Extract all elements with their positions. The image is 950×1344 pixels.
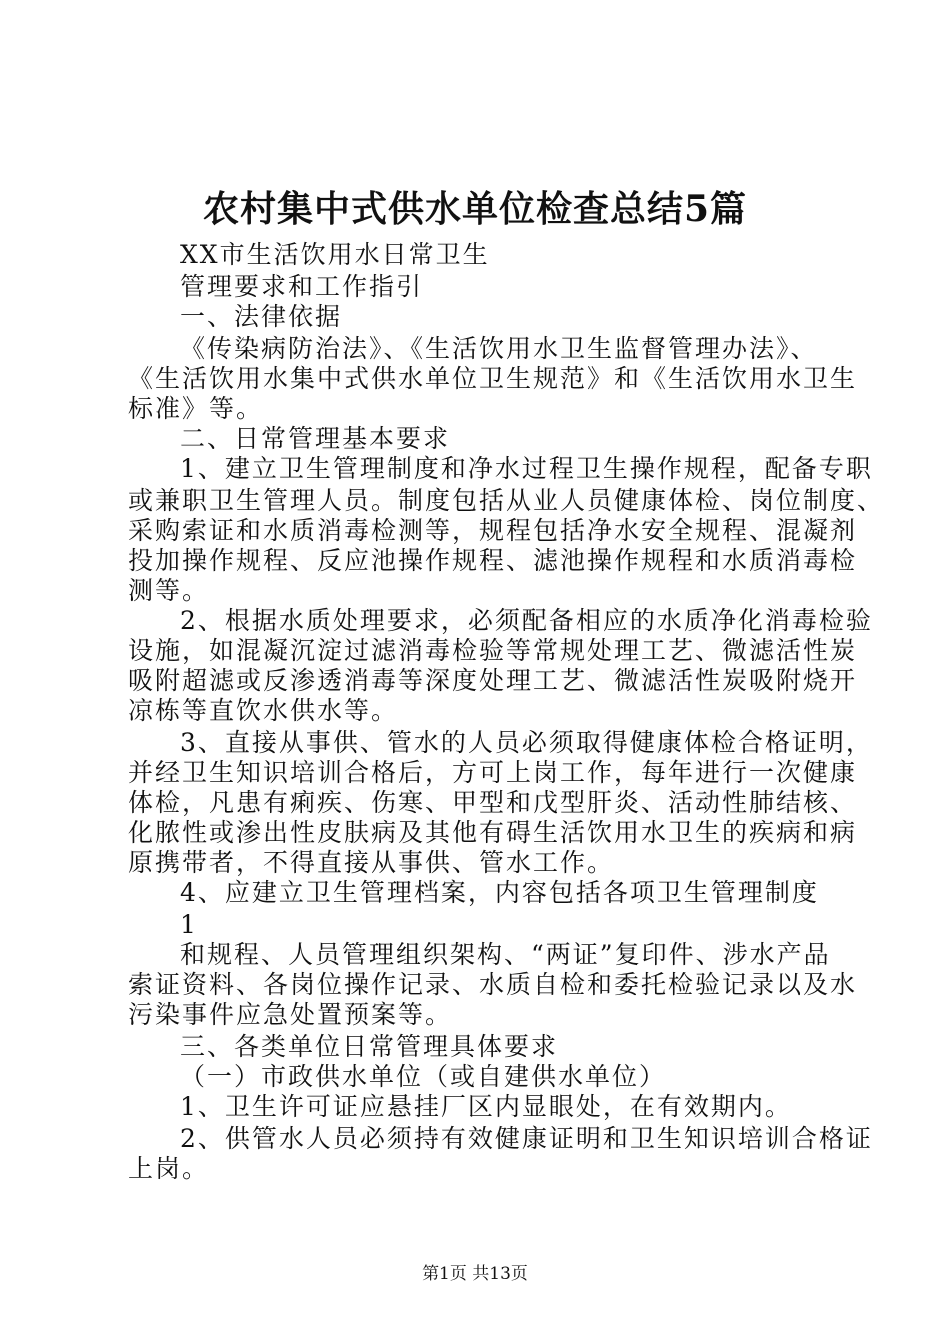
text-line: 索证资料、各岗位操作记录、水质自检和委托检验记录以及水 — [128, 970, 858, 999]
text-line: 化脓性或渗出性皮肤病及其他有碍生活饮用水卫生的疾病和病 — [128, 818, 858, 847]
page-footer: 第1页 共13页 — [422, 1264, 528, 1284]
text-line: 或兼职卫生管理人员。制度包括从业人员健康体检、岗位制度、 — [128, 486, 885, 515]
text-line: 2、供管水人员必须持有效健康证明和卫生知识培训合格证 — [180, 1124, 873, 1153]
text-line: 设施，如混凝沉淀过滤消毒检验等常规处理工艺、微滤活性炭 — [128, 636, 858, 665]
text-line: 凉栋等直饮水供水等。 — [128, 696, 399, 725]
text-line: 2、根据水质处理要求，必须配备相应的水质净化消毒检验 — [180, 606, 873, 635]
section-heading: 二、日常管理基本要求 — [180, 424, 451, 453]
text-line: 体检，凡患有痢疾、伤寒、甲型和戊型肝炎、活动性肺结核、 — [128, 788, 858, 817]
text-line: 1、卫生许可证应悬挂厂区内显眼处，在有效期内。 — [180, 1092, 792, 1121]
text-line: 上岗。 — [128, 1154, 210, 1183]
text-line: 投加操作规程、反应池操作规程、滤池操作规程和水质消毒检 — [128, 546, 858, 575]
text-line: 原携带者，不得直接从事供、管水工作。 — [128, 848, 615, 877]
text-line: XX市生活饮用水日常卫生 — [180, 240, 490, 269]
text-line: 吸附超滤或反渗透消毒等深度处理工艺、微滤活性炭吸附烧开 — [128, 666, 858, 695]
page-marker: 1 — [180, 910, 198, 939]
text-line: 1、建立卫生管理制度和净水过程卫生操作规程，配备专职 — [180, 454, 873, 483]
subsection-heading: （一）市政供水单位（或自建供水单位） — [180, 1062, 667, 1091]
text-line: 污染事件应急处置预案等。 — [128, 1000, 453, 1029]
text-line: 4、应建立卫生管理档案，内容包括各项卫生管理制度 — [180, 878, 819, 907]
text-line: 《传染病防治法》、《生活饮用水卫生监督管理办法》、 — [180, 334, 818, 363]
section-heading: 一、法律依据 — [180, 302, 343, 331]
text-line: 标准》等。 — [128, 394, 264, 423]
text-line: 采购索证和水质消毒检测等，规程包括净水安全规程、混凝剂 — [128, 516, 858, 545]
document-title: 农村集中式供水单位检查总结5篇 — [202, 188, 748, 230]
text-line: 管理要求和工作指引 — [180, 272, 424, 301]
section-heading: 三、各类单位日常管理具体要求 — [180, 1032, 559, 1061]
text-line: 3、直接从事供、管水的人员必须取得健康体检合格证明， — [180, 728, 873, 757]
text-line: 和规程、人员管理组织架构、“两证”复印件、涉水产品 — [180, 940, 831, 969]
text-line: 测等。 — [128, 576, 210, 605]
text-line: 《生活饮用水集中式供水单位卫生规范》和《生活饮用水卫生 — [128, 364, 858, 393]
text-line: 并经卫生知识培训合格后，方可上岗工作，每年进行一次健康 — [128, 758, 858, 787]
